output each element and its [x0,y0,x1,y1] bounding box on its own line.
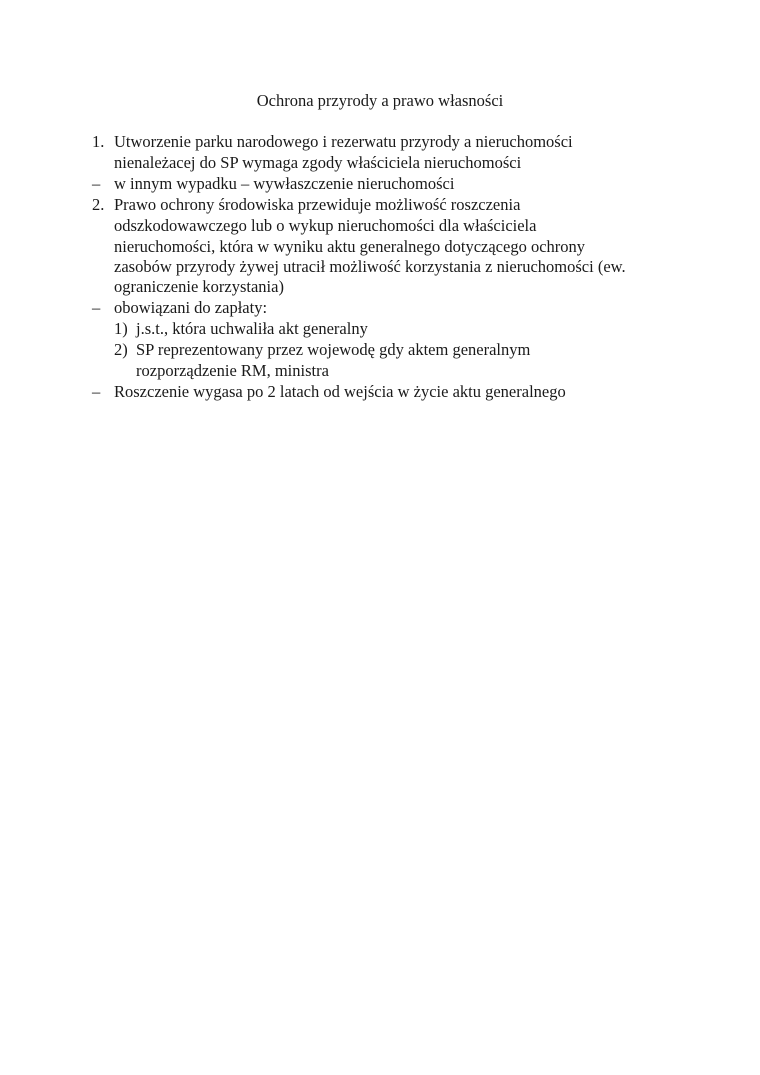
sub-2-line-1: SP reprezentowany przez wojewodę gdy aktem generalnym [136,340,531,359]
item-1-line-2: nienależacej do SP wymaga zgody właściciela nieruchomości [114,153,522,172]
item-2-line-4: zasobów przyrody żywej utracił możliwość korzystania z nieruchomości (ew. [114,257,626,276]
sub-1-text: j.s.t., która uchwaliła akt generalny [136,319,368,338]
sub-2-line-2: rozporządzenie RM, ministra [136,361,329,380]
dash-3-text: Roszczenie wygasa po 2 latach od wejścia w życie aktu generalnego [114,382,566,401]
dash-bullet-1: – [92,174,101,193]
item-2-line-2: odszkodowawczego lub o wykup nieruchomości dla właściciela [114,216,537,235]
dash-bullet-3: – [92,382,101,401]
sub-number-2: 2) [114,340,128,359]
list-number-2: 2. [92,195,105,214]
sub-number-1: 1) [114,319,128,338]
dash-2-text: obowiązani do zapłaty: [114,298,268,317]
list-number-1: 1. [92,132,105,151]
item-2-line-3: nieruchomości, która w wyniku aktu generalnego dotyczącego ochrony [114,237,586,256]
dash-bullet-2: – [92,298,101,317]
item-2-line-1: Prawo ochrony środowiska przewiduje możliwość roszczenia [114,195,521,214]
dash-1-text: w innym wypadku – wywłaszczenie nieruchomości [114,174,455,193]
document-title: Ochrona przyrody a prawo własności [256,91,504,110]
item-2-line-5: ograniczenie korzystania) [114,277,284,296]
item-1-line-1: Utworzenie parku narodowego i rezerwatu przyrody a nieruchomości [114,132,573,151]
